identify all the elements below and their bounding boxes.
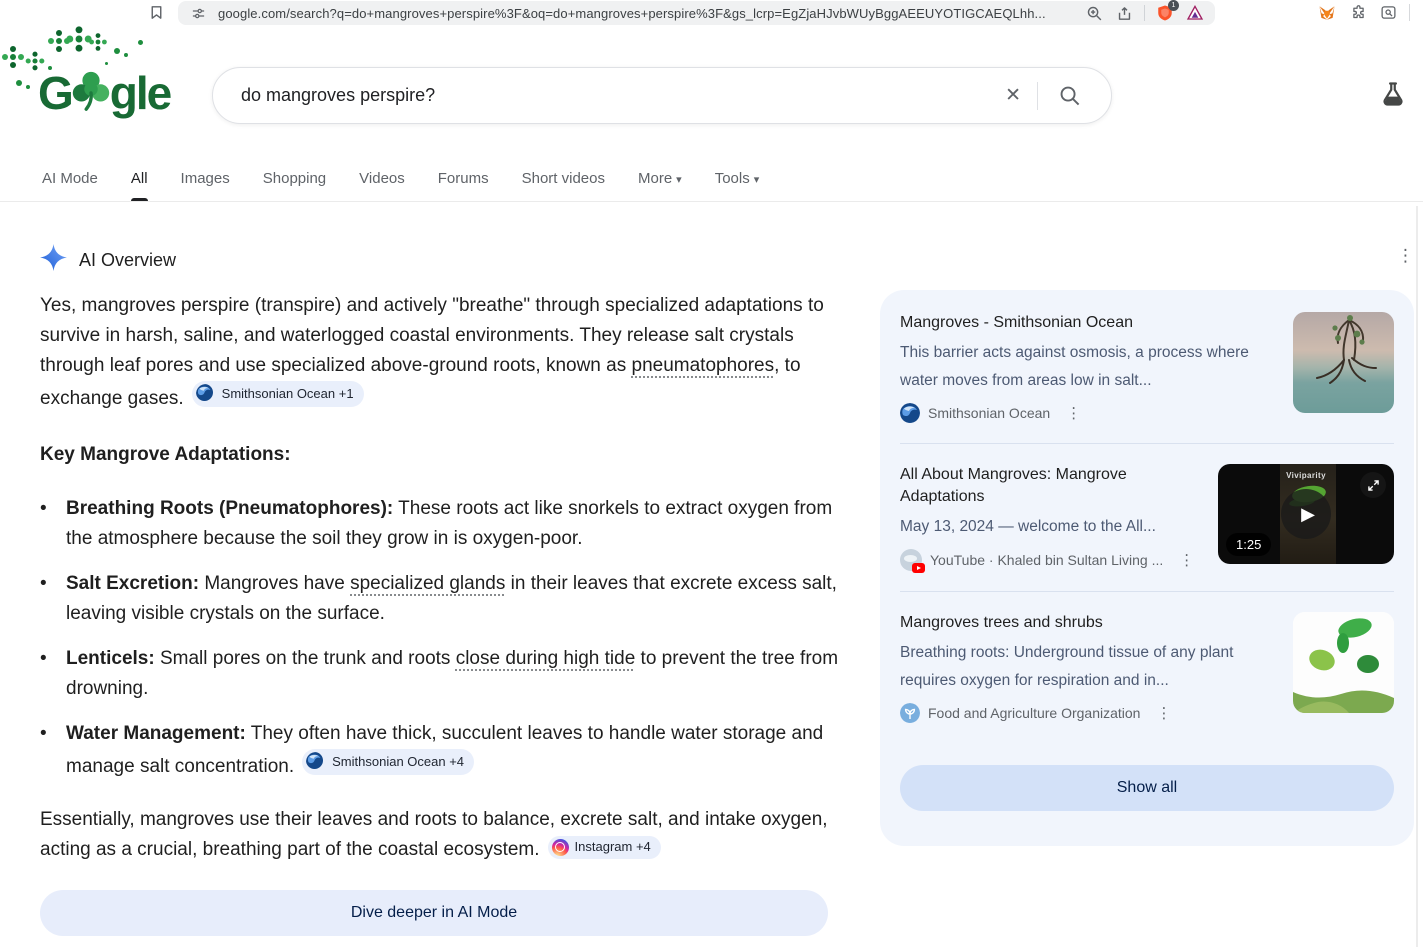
clear-icon[interactable]: ✕ bbox=[1005, 85, 1021, 106]
card-date-snippet: May 13, 2024 — welcome to the All... bbox=[900, 518, 1156, 535]
bullet-marker: • bbox=[40, 573, 47, 594]
chevron-down-icon: ▾ bbox=[753, 174, 760, 186]
source-chip[interactable]: Instagram +4 bbox=[548, 836, 661, 859]
more-options-icon[interactable]: ⋮ bbox=[1179, 552, 1196, 569]
metamask-icon[interactable] bbox=[1318, 4, 1336, 22]
tab-tools[interactable]: Tools ▾ bbox=[714, 170, 760, 187]
reader-search-icon[interactable] bbox=[1380, 4, 1398, 22]
list-item: • Water Management: They often have thick, succulent leaves to handle water storage and manage salt concentration. Smithsonian Ocean +4 bbox=[40, 719, 842, 782]
card-thumbnail[interactable] bbox=[1293, 612, 1394, 713]
scrollbar[interactable] bbox=[1416, 206, 1418, 947]
doodle-decoration bbox=[10, 54, 16, 60]
ai-overview-title: AI Overview bbox=[79, 249, 177, 270]
outro-paragraph: Essentially, mangroves use their leaves and roots to balance, excrete salt, and intake oxygen, acting as a crucial, breathing part of the coastal ecosystem. Instagram +4 bbox=[40, 809, 828, 860]
bullet-marker: • bbox=[40, 498, 47, 519]
list-item: • Breathing Roots (Pneumatophores): These roots act like snorkels to extract oxygen from the atmosphere because the soil they grow in is oxygen-poor. bbox=[40, 494, 842, 554]
tab-ai-mode[interactable]: AI Mode bbox=[42, 170, 98, 187]
youtube-icon bbox=[912, 563, 925, 573]
tab-images[interactable]: Images bbox=[180, 170, 230, 187]
term-link[interactable]: pneumatophores bbox=[631, 355, 775, 376]
url-text[interactable]: google.com/search?q=do+mangroves+perspire%3F&oq=do+mangroves+perspire%3F&gs_lcrp=EgZjaHJvbWUyBggAEEUYOTIGCAEQLhh... bbox=[218, 5, 1046, 21]
term-link[interactable]: specialized glands bbox=[350, 573, 506, 594]
bullet-marker: • bbox=[40, 648, 47, 669]
dive-deeper-button[interactable]: Dive deeper in AI Mode bbox=[40, 890, 828, 936]
source-name: Smithsonian Ocean bbox=[928, 405, 1051, 421]
youtube-channel-avatar bbox=[900, 549, 922, 571]
card-title[interactable]: All About Mangroves: Mangrove Adaptations bbox=[900, 466, 1127, 505]
brave-rewards-icon[interactable] bbox=[1185, 3, 1205, 23]
card-title[interactable]: Mangroves trees and shrubs bbox=[900, 614, 1103, 631]
source-card[interactable] bbox=[900, 612, 1394, 723]
ai-overview-body bbox=[40, 291, 842, 936]
smithsonian-icon bbox=[196, 384, 216, 404]
smithsonian-icon bbox=[900, 403, 920, 423]
doodle-decoration bbox=[26, 85, 30, 89]
list-item: • Salt Excretion: Mangroves have specialized glands in their leaves that excrete excess salt, leaving visible crystals on the surface. bbox=[40, 569, 842, 629]
search-box[interactable] bbox=[212, 67, 1112, 124]
source-name: Food and Agriculture Organization bbox=[928, 705, 1141, 721]
source-card[interactable] bbox=[900, 312, 1394, 423]
logo-letter-g: G bbox=[38, 66, 72, 119]
chevron-down-icon: ▾ bbox=[676, 174, 682, 186]
card-title[interactable]: Mangroves - Smithsonian Ocean bbox=[900, 314, 1133, 331]
results-tabs bbox=[0, 158, 1423, 202]
sparkle-icon bbox=[40, 244, 67, 276]
doodle-decoration bbox=[16, 80, 22, 86]
card-divider bbox=[900, 443, 1394, 444]
logo-letters-gle: gle bbox=[109, 66, 171, 119]
toolbar-separator bbox=[1409, 4, 1410, 21]
expand-icon[interactable] bbox=[1360, 472, 1386, 498]
tab-shopping[interactable]: Shopping bbox=[262, 170, 327, 187]
brave-shield-icon[interactable] bbox=[1155, 3, 1175, 23]
google-doodle-logo[interactable] bbox=[0, 28, 220, 138]
share-icon[interactable] bbox=[1114, 3, 1134, 23]
search-input[interactable]: do mangroves perspire? bbox=[241, 85, 436, 105]
zoom-in-icon[interactable] bbox=[1084, 3, 1104, 23]
more-options-icon[interactable]: ⋮ bbox=[1397, 246, 1415, 265]
video-thumbnail[interactable] bbox=[1218, 464, 1394, 564]
card-divider bbox=[900, 591, 1394, 592]
list-item: • Lenticels: Small pores on the trunk and roots close during high tide to prevent the tree from drowning. bbox=[40, 644, 842, 704]
ai-overview-header bbox=[40, 244, 176, 276]
shield-badge: 1 bbox=[1168, 0, 1179, 11]
section-heading: Key Mangrove Adaptations: bbox=[40, 444, 291, 465]
doodle-decoration bbox=[76, 36, 83, 43]
browser-toolbar bbox=[0, 0, 1423, 26]
labs-flask-icon[interactable] bbox=[1379, 80, 1409, 110]
source-card[interactable] bbox=[900, 464, 1394, 571]
tab-forums[interactable]: Forums bbox=[437, 170, 489, 187]
card-description: This barrier acts against osmosis, a process where water moves from areas low in salt... bbox=[900, 344, 1249, 389]
doodle-decoration bbox=[124, 53, 128, 57]
fao-icon bbox=[900, 703, 920, 723]
more-options-icon[interactable]: ⋮ bbox=[1156, 705, 1173, 722]
source-name: YouTube · Khaled bin Sultan Living ... bbox=[930, 552, 1164, 568]
video-duration: 1:25 bbox=[1226, 533, 1271, 556]
instagram-icon bbox=[552, 839, 569, 856]
card-thumbnail[interactable] bbox=[1293, 312, 1394, 413]
video-caption: Viviparity bbox=[1286, 471, 1326, 480]
toolbar-separator bbox=[1144, 5, 1145, 21]
search-icon[interactable] bbox=[1038, 84, 1089, 107]
tab-all[interactable]: All bbox=[131, 170, 148, 201]
doodle-decoration bbox=[138, 40, 143, 45]
card-description: Breathing roots: Underground tissue of any plant requires oxygen for respiration and in... bbox=[900, 644, 1234, 689]
intro-paragraph: Yes, mangroves perspire (transpire) and actively "breathe" through specialized adaptations to survive in harsh, saline, and waterlogged coastal environments. They release salt crystals through leaf pores and use specialized above-ground roots, known as pneumatophores, to exchange gases. Smithsonian Ocean +1 bbox=[40, 295, 824, 409]
bullet-marker: • bbox=[40, 723, 47, 744]
doodle-decoration bbox=[56, 38, 62, 44]
tab-more[interactable]: More ▾ bbox=[637, 170, 682, 187]
show-all-button[interactable]: Show all bbox=[900, 765, 1394, 811]
smithsonian-icon bbox=[306, 752, 326, 772]
google-logo[interactable] bbox=[38, 64, 170, 121]
address-bar[interactable] bbox=[178, 1, 1215, 25]
site-settings-icon[interactable] bbox=[188, 3, 208, 23]
more-options-icon[interactable]: ⋮ bbox=[1066, 405, 1083, 422]
tab-videos[interactable]: Videos bbox=[359, 170, 405, 187]
play-icon[interactable]: ▶ bbox=[1281, 489, 1331, 539]
doodle-decoration bbox=[32, 58, 37, 63]
source-chip[interactable]: Smithsonian Ocean +4 bbox=[302, 749, 474, 775]
doodle-decoration bbox=[96, 40, 101, 45]
tab-short-videos[interactable]: Short videos bbox=[521, 170, 605, 187]
source-chip[interactable]: Smithsonian Ocean +1 bbox=[192, 381, 364, 407]
extensions-icon[interactable] bbox=[1350, 4, 1368, 22]
term-link[interactable]: close during high tide bbox=[455, 648, 636, 669]
doodle-decoration bbox=[114, 48, 120, 54]
ai-overview-sources-panel bbox=[880, 290, 1414, 846]
bookmark-icon[interactable] bbox=[148, 4, 166, 22]
shamrock-icon bbox=[68, 68, 114, 125]
